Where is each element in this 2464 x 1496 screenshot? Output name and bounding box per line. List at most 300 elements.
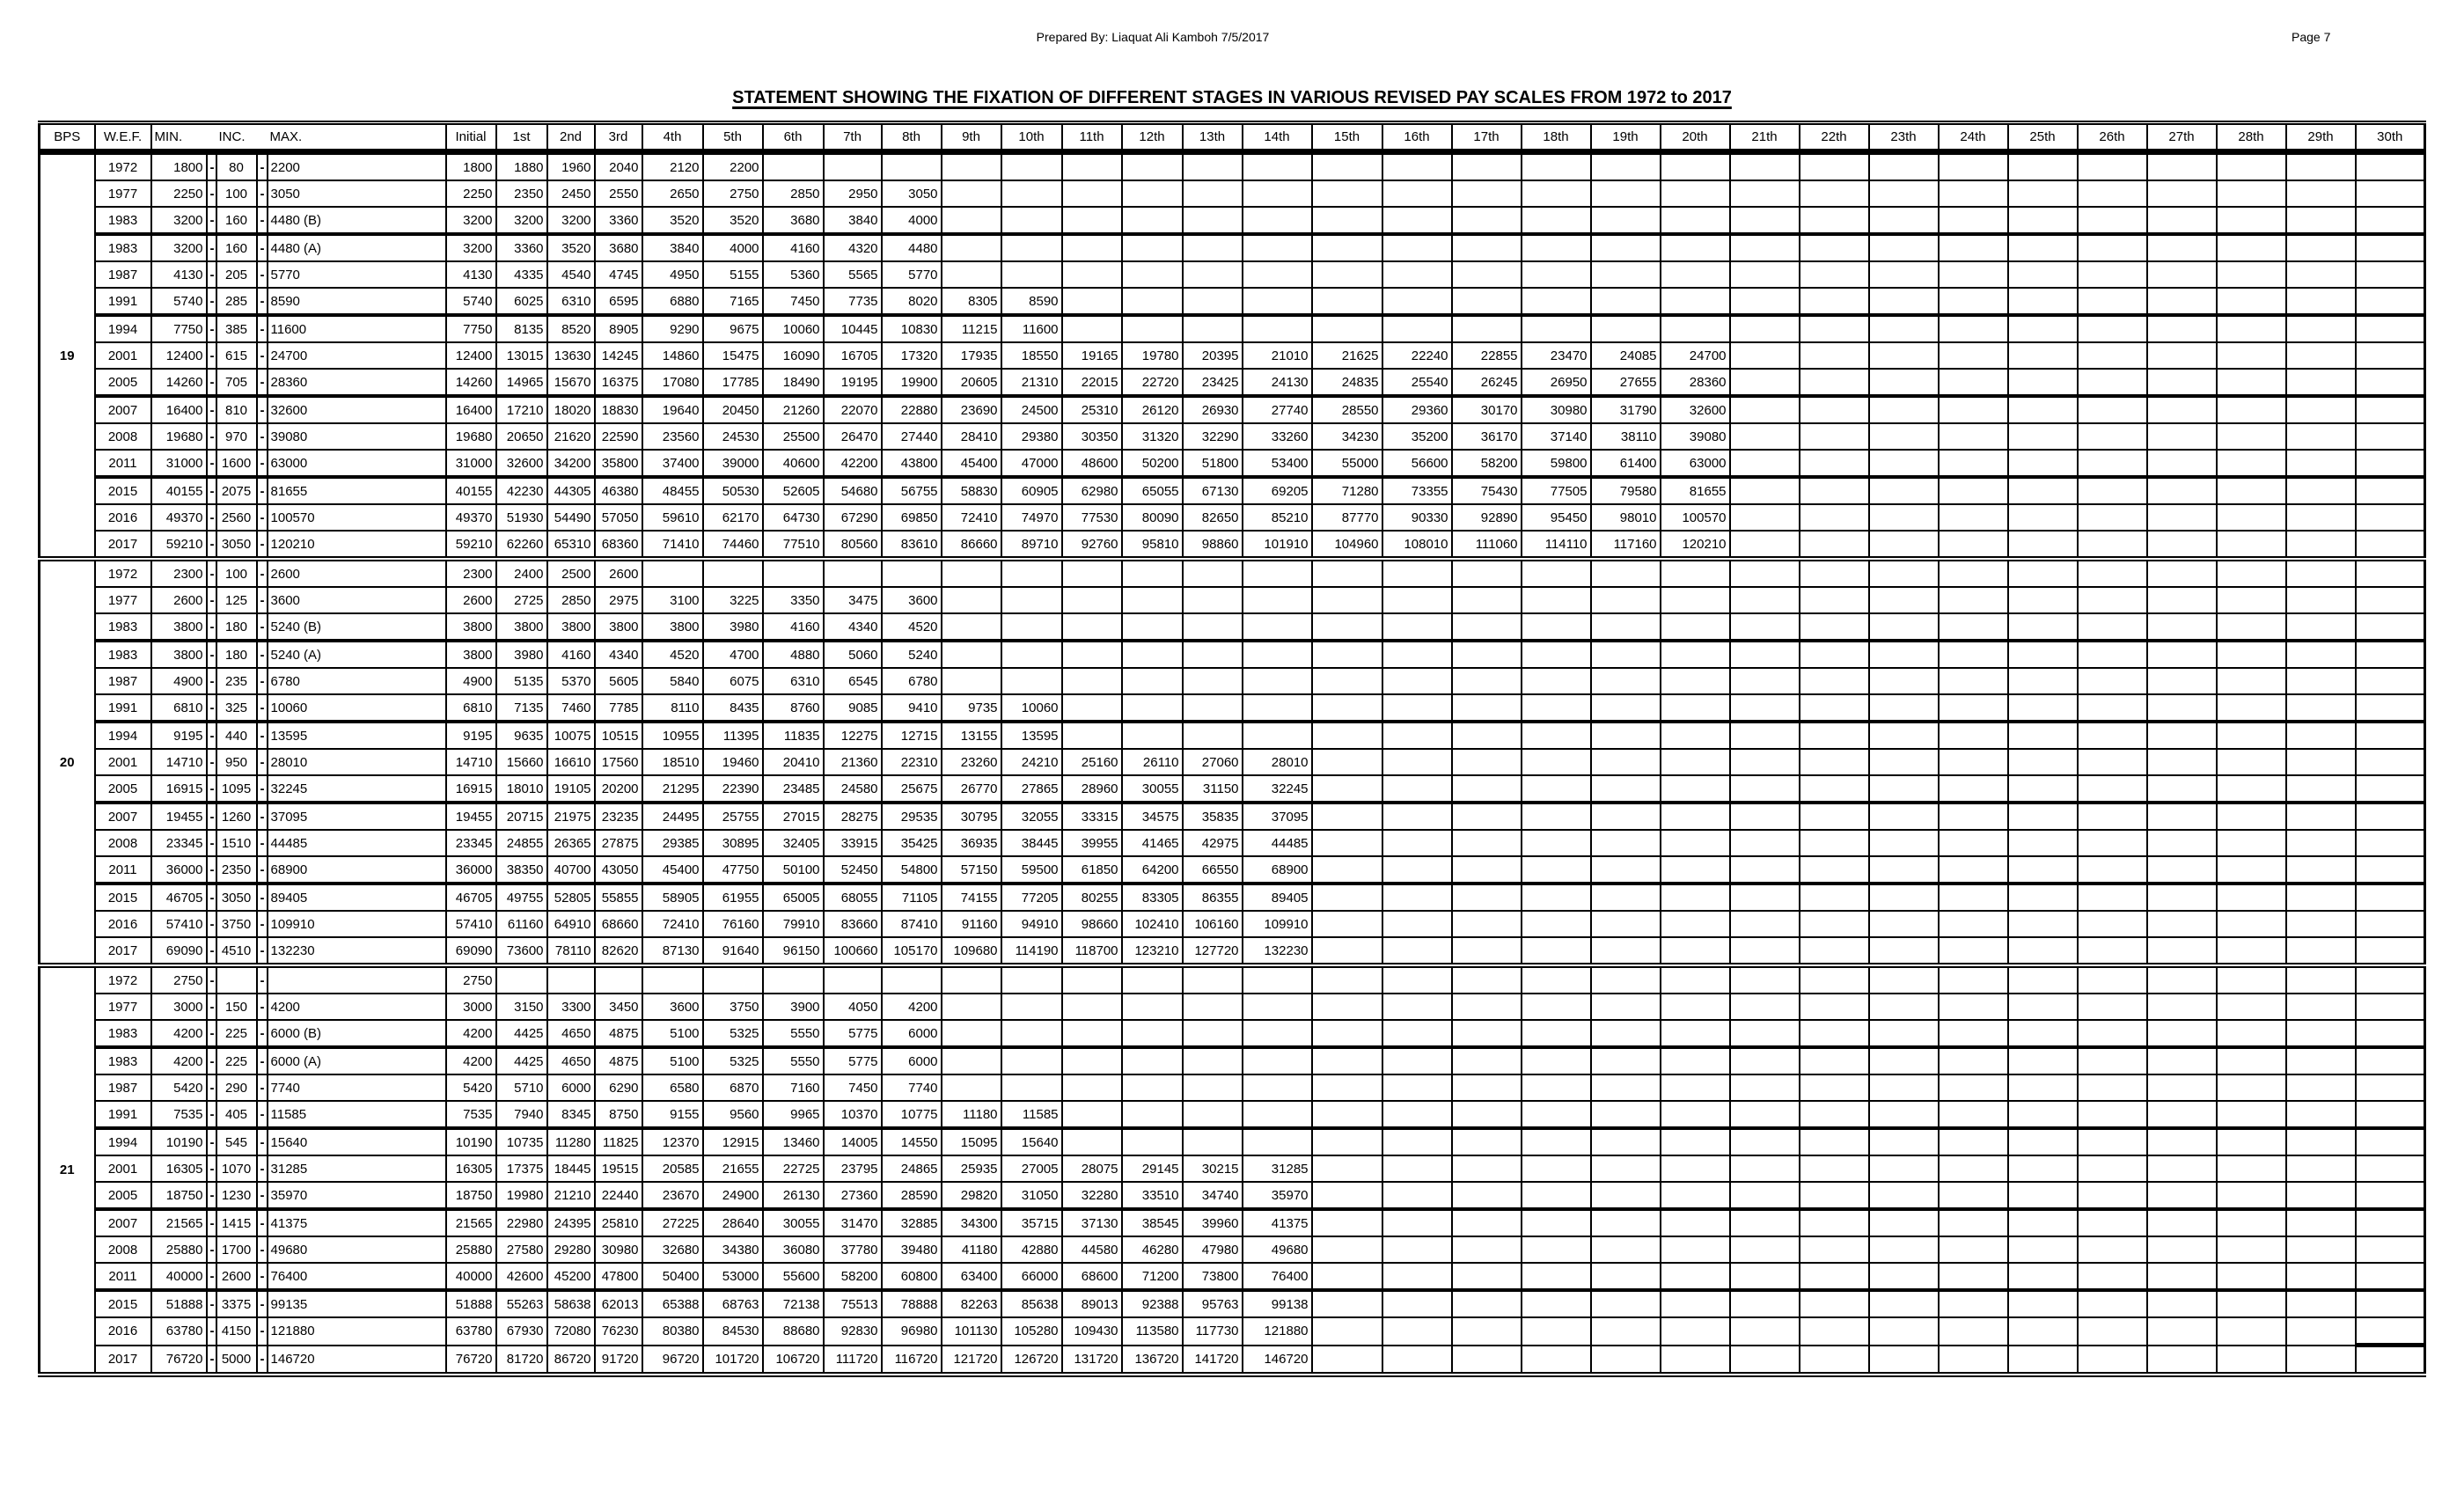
- stage-cell: [1869, 1346, 1939, 1375]
- stage-cell: [2356, 1236, 2425, 1263]
- stage-cell: 4425: [496, 1020, 547, 1047]
- stage-cell: 85210: [1243, 504, 1312, 531]
- stage-cell: [824, 559, 882, 587]
- stage-cell: 4425: [496, 1047, 547, 1074]
- stage-cell: 8435: [703, 694, 763, 722]
- stage-cell: 3600: [882, 587, 942, 613]
- stage-cell: 3800: [595, 613, 642, 641]
- stage-cell: [1939, 1182, 2008, 1209]
- stage-cell: [1939, 722, 2008, 749]
- stage-cell: [1800, 613, 1869, 641]
- stage-cell: [496, 965, 547, 994]
- stage-cell: [1869, 342, 1939, 369]
- dash-separator: -: [257, 994, 268, 1020]
- stage-cell: [1939, 911, 2008, 937]
- wef-year: 2008: [95, 830, 151, 856]
- stage-cell: [1939, 937, 2008, 965]
- stage-cell: [1800, 531, 1869, 559]
- stage-cell: 10830: [882, 315, 942, 342]
- stage-cell: 24495: [642, 803, 703, 830]
- page-number: Page 7: [2292, 30, 2331, 44]
- stage-cell: 15095: [942, 1128, 1001, 1155]
- dash-separator: -: [257, 1209, 268, 1236]
- stage-cell: 23260: [942, 749, 1001, 775]
- stage-cell: [1800, 450, 1869, 477]
- stage-cell: 67290: [824, 504, 882, 531]
- dash-separator: -: [257, 1047, 268, 1074]
- stage-cell: [2078, 1346, 2147, 1375]
- increment: 440: [216, 722, 257, 749]
- increment: 3375: [216, 1290, 257, 1317]
- stage-cell: [2217, 694, 2286, 722]
- stage-cell: [1869, 1182, 1939, 1209]
- min-pay: 40000: [151, 1263, 207, 1290]
- stage-cell: 100660: [824, 937, 882, 965]
- stage-cell: [2286, 1209, 2356, 1236]
- stage-cell: [1800, 180, 1869, 207]
- min-pay: 57410: [151, 911, 207, 937]
- stage-cell: 59610: [642, 504, 703, 531]
- stage-cell: [1452, 1209, 1522, 1236]
- stage-cell: 18020: [547, 396, 595, 423]
- stage-cell: [1591, 1155, 1661, 1182]
- stage-cell: [1591, 965, 1661, 994]
- stage-cell: [2008, 315, 2078, 342]
- stage-cell: 22725: [763, 1155, 824, 1182]
- stage-cell: 16610: [547, 749, 595, 775]
- stage-cell: 68055: [824, 884, 882, 911]
- stage-cell: [2217, 1209, 2286, 1236]
- wef-year: 1987: [95, 261, 151, 288]
- stage-cell: 51930: [496, 504, 547, 531]
- stage-cell: [1522, 722, 1591, 749]
- stage-cell: [2147, 1182, 2217, 1209]
- stage-cell: 3350: [763, 587, 824, 613]
- stage-cell: [2078, 504, 2147, 531]
- stage-cell: 38445: [1001, 830, 1062, 856]
- increment: 3750: [216, 911, 257, 937]
- stage-cell: 19980: [496, 1182, 547, 1209]
- stage-cell: 21295: [642, 775, 703, 803]
- increment: 4150: [216, 1317, 257, 1346]
- stage-cell: [2356, 749, 2425, 775]
- min-pay: 63780: [151, 1317, 207, 1346]
- dash-separator: -: [257, 884, 268, 911]
- stage-cell: 60800: [882, 1263, 942, 1290]
- table-row: [40, 749, 2425, 775]
- stage-cell: [2078, 856, 2147, 884]
- stage-cell: [763, 965, 824, 994]
- dash-separator: -: [207, 965, 216, 994]
- stage-cell: [2217, 1128, 2286, 1155]
- stage-cell: [1122, 722, 1183, 749]
- stage-cell: [1730, 641, 1800, 668]
- stage-cell: 20395: [1183, 342, 1243, 369]
- stage-cell: [703, 965, 763, 994]
- stage-cell: 2950: [824, 180, 882, 207]
- stage-cell: [1122, 180, 1183, 207]
- dash-separator: -: [257, 937, 268, 965]
- wef-year: 1977: [95, 587, 151, 613]
- stage-cell: [1382, 884, 1452, 911]
- stage-cell: [1382, 830, 1452, 856]
- stage-cell: 96720: [642, 1346, 703, 1375]
- dash-separator: -: [257, 613, 268, 641]
- stage-cell: 4335: [496, 261, 547, 288]
- stage-cell: 35200: [1382, 423, 1452, 450]
- stage-cell: 15660: [496, 749, 547, 775]
- stage-cell: [1591, 152, 1661, 181]
- stage-cell: [1730, 369, 1800, 396]
- table-row: [40, 965, 2425, 994]
- stage-cell: 2120: [642, 152, 703, 181]
- dash-separator: -: [257, 234, 268, 261]
- stage-cell: [1661, 775, 1730, 803]
- stage-cell: 64910: [547, 911, 595, 937]
- dash-separator: -: [257, 1101, 268, 1128]
- stage-cell: [942, 559, 1001, 587]
- stage-cell: [1522, 1346, 1591, 1375]
- stage-cell: 109910: [1243, 911, 1312, 937]
- stage-cell: 39000: [703, 450, 763, 477]
- stage-cell: 4000: [703, 234, 763, 261]
- stage-cell: 118700: [1062, 937, 1122, 965]
- stage-cell: 2975: [595, 587, 642, 613]
- stage-cell: [1452, 1346, 1522, 1375]
- stage-cell: 4200: [882, 994, 942, 1020]
- wef-year: 2005: [95, 1182, 151, 1209]
- stage-cell: 92760: [1062, 531, 1122, 559]
- table-row: [40, 234, 2425, 261]
- wef-year: 1977: [95, 180, 151, 207]
- max-pay: 2200: [268, 152, 446, 181]
- stage-cell: 11180: [942, 1101, 1001, 1128]
- table-row: [40, 722, 2425, 749]
- stage-cell: 21260: [763, 396, 824, 423]
- stage-cell: 79910: [763, 911, 824, 937]
- stage-cell: [2217, 396, 2286, 423]
- stage-cell: [2078, 1317, 2147, 1346]
- stage-cell: 12370: [642, 1128, 703, 1155]
- stage-cell: [1939, 207, 2008, 234]
- dash-separator: -: [207, 856, 216, 884]
- stage-cell: 10775: [882, 1101, 942, 1128]
- stage-cell: 52805: [547, 884, 595, 911]
- stage-cell: 59210: [446, 531, 496, 559]
- stage-cell: 3800: [642, 613, 703, 641]
- stage-cell: 4520: [642, 641, 703, 668]
- stage-cell: 68660: [595, 911, 642, 937]
- increment: 1600: [216, 450, 257, 477]
- stage-cell: [1730, 1346, 1800, 1375]
- stage-cell: [1800, 856, 1869, 884]
- stage-cell: 13155: [942, 722, 1001, 749]
- col-header-stage: 6th: [763, 123, 824, 152]
- stage-cell: [1661, 965, 1730, 994]
- stage-cell: [1591, 1263, 1661, 1290]
- max-pay: 39080: [268, 423, 446, 450]
- dash-separator: -: [257, 342, 268, 369]
- stage-cell: [2217, 342, 2286, 369]
- stage-cell: [2147, 261, 2217, 288]
- stage-cell: 72410: [642, 911, 703, 937]
- stage-cell: 58200: [824, 1263, 882, 1290]
- stage-cell: [1800, 1346, 1869, 1375]
- stage-cell: [2078, 152, 2147, 181]
- increment: 3050: [216, 884, 257, 911]
- dash-separator: -: [207, 994, 216, 1020]
- stage-cell: 47000: [1001, 450, 1062, 477]
- stage-cell: 10060: [763, 315, 824, 342]
- stage-cell: 27580: [496, 1236, 547, 1263]
- stage-cell: [1183, 315, 1243, 342]
- stage-cell: [942, 587, 1001, 613]
- stage-cell: 3200: [446, 207, 496, 234]
- table-row: [40, 531, 2425, 559]
- stage-cell: 5240: [882, 641, 942, 668]
- stage-cell: [2147, 450, 2217, 477]
- stage-cell: [1730, 830, 1800, 856]
- stage-cell: [1522, 965, 1591, 994]
- stage-cell: 4160: [547, 641, 595, 668]
- stage-cell: [2286, 396, 2356, 423]
- stage-cell: 106160: [1183, 911, 1243, 937]
- increment: 545: [216, 1128, 257, 1155]
- stage-cell: 6000: [882, 1047, 942, 1074]
- stage-cell: 3360: [496, 234, 547, 261]
- stage-cell: 31285: [1243, 1155, 1312, 1182]
- stage-cell: [2147, 694, 2217, 722]
- stage-cell: [1869, 1290, 1939, 1317]
- stage-cell: [1183, 261, 1243, 288]
- dash-separator: -: [257, 152, 268, 181]
- stage-cell: [2286, 613, 2356, 641]
- stage-cell: [1591, 1020, 1661, 1047]
- dash-separator: -: [257, 1128, 268, 1155]
- stage-cell: 32680: [642, 1236, 703, 1263]
- wef-year: 2016: [95, 1317, 151, 1346]
- stage-cell: 22440: [595, 1182, 642, 1209]
- stage-cell: 4650: [547, 1047, 595, 1074]
- stage-cell: 4000: [882, 207, 942, 234]
- stage-cell: 74970: [1001, 504, 1062, 531]
- stage-cell: 15475: [703, 342, 763, 369]
- dash-separator: -: [257, 775, 268, 803]
- col-header-stage: 19th: [1591, 123, 1661, 152]
- min-pay: 16305: [151, 1155, 207, 1182]
- stage-cell: [2286, 641, 2356, 668]
- stage-cell: [2286, 911, 2356, 937]
- stage-cell: 3900: [763, 994, 824, 1020]
- stage-cell: [1452, 1290, 1522, 1317]
- increment: 1095: [216, 775, 257, 803]
- dash-separator: -: [257, 369, 268, 396]
- min-pay: 46705: [151, 884, 207, 911]
- stage-cell: [942, 641, 1001, 668]
- stage-cell: 16915: [446, 775, 496, 803]
- stage-cell: 126720: [1001, 1346, 1062, 1375]
- stage-cell: 9155: [642, 1101, 703, 1128]
- stage-cell: [1062, 207, 1122, 234]
- stage-cell: [1522, 1101, 1591, 1128]
- stage-cell: 71410: [642, 531, 703, 559]
- increment: 100: [216, 180, 257, 207]
- min-pay: 7535: [151, 1101, 207, 1128]
- stage-cell: [2356, 1346, 2425, 1375]
- stage-cell: [1939, 1236, 2008, 1263]
- stage-cell: [2286, 1128, 2356, 1155]
- stage-cell: 146720: [1243, 1346, 1312, 1375]
- stage-cell: [1939, 315, 2008, 342]
- stage-cell: [2217, 1317, 2286, 1346]
- stage-cell: 121880: [1243, 1317, 1312, 1346]
- col-header-stage: 23th: [1869, 123, 1939, 152]
- stage-cell: 121720: [942, 1346, 1001, 1375]
- stage-cell: [2078, 531, 2147, 559]
- stage-cell: [2147, 884, 2217, 911]
- stage-cell: [2217, 965, 2286, 994]
- stage-cell: 27015: [763, 803, 824, 830]
- stage-cell: 36000: [446, 856, 496, 884]
- stage-cell: 3800: [446, 641, 496, 668]
- stage-cell: [1591, 1317, 1661, 1346]
- dash-separator: -: [207, 830, 216, 856]
- stage-cell: 2350: [496, 180, 547, 207]
- stage-cell: [1001, 994, 1062, 1020]
- stage-cell: [2356, 830, 2425, 856]
- stage-cell: 71105: [882, 884, 942, 911]
- stage-cell: 34740: [1183, 1182, 1243, 1209]
- stage-cell: 22980: [496, 1209, 547, 1236]
- stage-cell: [1312, 1047, 1382, 1074]
- increment: 285: [216, 288, 257, 315]
- stage-cell: [1730, 994, 1800, 1020]
- stage-cell: 40600: [763, 450, 824, 477]
- stage-cell: 31000: [446, 450, 496, 477]
- stage-cell: [942, 180, 1001, 207]
- stage-cell: [1452, 937, 1522, 965]
- stage-cell: 101910: [1243, 531, 1312, 559]
- stage-cell: 8305: [942, 288, 1001, 315]
- stage-cell: [1730, 694, 1800, 722]
- stage-cell: 19105: [547, 775, 595, 803]
- stage-cell: 5135: [496, 668, 547, 694]
- stage-cell: 67130: [1183, 477, 1243, 504]
- stage-cell: [1062, 315, 1122, 342]
- stage-cell: [2356, 504, 2425, 531]
- stage-cell: [2008, 1074, 2078, 1101]
- stage-cell: 25675: [882, 775, 942, 803]
- stage-cell: [1591, 937, 1661, 965]
- stage-cell: 36935: [942, 830, 1001, 856]
- min-pay: 14260: [151, 369, 207, 396]
- dash-separator: -: [257, 1317, 268, 1346]
- stage-cell: [1730, 1020, 1800, 1047]
- increment: 180: [216, 641, 257, 668]
- stage-cell: [1661, 587, 1730, 613]
- stage-cell: [1939, 477, 2008, 504]
- stage-cell: [1939, 1074, 2008, 1101]
- stage-cell: [1312, 965, 1382, 994]
- stage-cell: 62260: [496, 531, 547, 559]
- stage-cell: 2650: [642, 180, 703, 207]
- stage-cell: [1522, 641, 1591, 668]
- stage-cell: 5325: [703, 1047, 763, 1074]
- stage-cell: [1062, 641, 1122, 668]
- stage-cell: [1382, 1101, 1452, 1128]
- stage-cell: 5775: [824, 1020, 882, 1047]
- stage-cell: [1062, 587, 1122, 613]
- increment: 1070: [216, 1155, 257, 1182]
- stage-cell: [1730, 965, 1800, 994]
- stage-cell: [1939, 1128, 2008, 1155]
- max-pay: 4480 (B): [268, 207, 446, 234]
- stage-cell: 35970: [1243, 1182, 1312, 1209]
- stage-cell: [1183, 722, 1243, 749]
- stage-cell: [2217, 1101, 2286, 1128]
- stage-cell: 80090: [1122, 504, 1183, 531]
- stage-cell: [1661, 261, 1730, 288]
- stage-cell: [1382, 1236, 1452, 1263]
- stage-cell: [882, 965, 942, 994]
- stage-cell: [1522, 559, 1591, 587]
- max-pay: 109910: [268, 911, 446, 937]
- stage-cell: 7450: [824, 1074, 882, 1101]
- table-row: [40, 1074, 2425, 1101]
- increment: 2350: [216, 856, 257, 884]
- stage-cell: 136720: [1122, 1346, 1183, 1375]
- dash-separator: -: [207, 803, 216, 830]
- dash-separator: -: [207, 884, 216, 911]
- max-pay: 121880: [268, 1317, 446, 1346]
- stage-cell: 94910: [1001, 911, 1062, 937]
- stage-cell: [942, 994, 1001, 1020]
- stage-cell: [1591, 694, 1661, 722]
- stage-cell: [1730, 180, 1800, 207]
- stage-cell: 52605: [763, 477, 824, 504]
- stage-cell: 9965: [763, 1101, 824, 1128]
- dash-separator: -: [207, 1101, 216, 1128]
- stage-cell: 65388: [642, 1290, 703, 1317]
- stage-cell: 51888: [446, 1290, 496, 1317]
- stage-cell: [2356, 288, 2425, 315]
- stage-cell: 2550: [595, 180, 642, 207]
- stage-cell: 75430: [1452, 477, 1522, 504]
- stage-cell: 123210: [1122, 937, 1183, 965]
- stage-cell: [2008, 234, 2078, 261]
- stage-cell: [1382, 722, 1452, 749]
- stage-cell: [2356, 450, 2425, 477]
- stage-cell: 14245: [595, 342, 642, 369]
- stage-cell: [1243, 315, 1312, 342]
- stage-cell: [2356, 369, 2425, 396]
- max-pay: 6000 (B): [268, 1020, 446, 1047]
- stage-cell: 4520: [882, 613, 942, 641]
- table-row: [40, 1182, 2425, 1209]
- max-pay: 3600: [268, 587, 446, 613]
- increment: 290: [216, 1074, 257, 1101]
- stage-cell: 50400: [642, 1263, 703, 1290]
- stage-cell: [2217, 884, 2286, 911]
- stage-cell: 33510: [1122, 1182, 1183, 1209]
- stage-cell: [1243, 965, 1312, 994]
- table-row: [40, 830, 2425, 856]
- stage-cell: [1800, 1047, 1869, 1074]
- stage-cell: 24580: [824, 775, 882, 803]
- stage-cell: 74460: [703, 531, 763, 559]
- stage-cell: [1869, 423, 1939, 450]
- stage-cell: [2008, 911, 2078, 937]
